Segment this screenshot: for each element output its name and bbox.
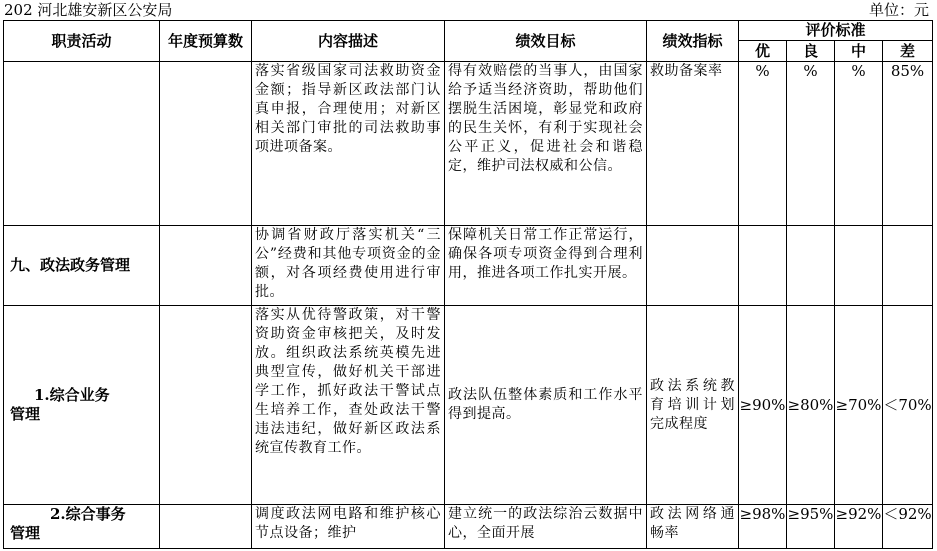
eval-poor [883, 226, 933, 306]
goal-cell: 政法队伍整体素质和工作水平得到提高。 [445, 306, 647, 505]
content-cell: 落实从优待警政策，对干警资助资金审核把关，及时发放。组织政法系统英模先进典型宣传，做好机关干部进学工作，抓好政法干警试点生培养工作，查处政法干警违法违纪，做好新区政法系统宣传教育工作。 [252, 306, 445, 505]
table-row [4, 62, 933, 226]
eval-excellent: ≥98% [739, 505, 787, 549]
eval-medium: % [835, 62, 883, 226]
content-cell: 落实省级国家司法救助资金金额；指导新区政法部门认真申报，合理使用；对新区相关部门审批的司法救助事项进项备案。 [252, 62, 445, 226]
table-row [4, 505, 933, 549]
level-poor: 差 [883, 41, 933, 62]
indicator-cell [647, 226, 739, 306]
eval-medium: ≥70% [835, 306, 883, 505]
level-medium: 中 [835, 41, 883, 62]
page-header [0, 0, 937, 20]
eval-good [787, 226, 835, 306]
col-indicator: 绩效指标 [647, 21, 739, 62]
currency-unit: 单位：元 [868, 1, 929, 19]
eval-medium: ≥92% [835, 505, 883, 549]
activity-cell [4, 306, 160, 505]
eval-excellent: ≥90% [739, 306, 787, 505]
col-content: 内容描述 [252, 21, 445, 62]
activity-line-2: 管理 [10, 524, 41, 542]
budget-cell [160, 306, 252, 505]
header-row [4, 21, 933, 41]
col-goal: 绩效目标 [445, 21, 647, 62]
activity-cell [4, 505, 160, 549]
budget-cell [160, 62, 252, 226]
eval-good: ≥95% [787, 505, 835, 549]
eval-medium [835, 226, 883, 306]
activity-line-1: 2.综合事务 [50, 505, 126, 523]
level-excellent: 优 [739, 41, 787, 62]
col-activity: 职责活动 [4, 21, 160, 62]
eval-poor: 85% [883, 62, 933, 226]
content-cell: 协调省财政厅落实机关“三公”经费和其他专项资金的金额，对各项经费使用进行审批。 [252, 226, 445, 306]
table-row [4, 226, 933, 306]
indicator-cell: 政法网络通畅率 [647, 505, 739, 549]
budget-cell [160, 226, 252, 306]
eval-poor: ＜92% [883, 505, 933, 549]
activity-line-2: 管理 [10, 405, 41, 423]
budget-cell [160, 505, 252, 549]
performance-table [3, 20, 933, 549]
agency-title: 202 河北雄安新区公安局 [4, 1, 173, 19]
activity-cell: 九、政法政务管理 [4, 226, 160, 306]
goal-cell: 建立统一的政法综治云数据中心，全面开展 [445, 505, 647, 549]
eval-excellent [739, 226, 787, 306]
col-criteria: 评价标准 [739, 21, 933, 41]
goal-cell: 保障机关日常工作正常运行，确保各项专项资金得到合理利用，推进各项工作扎实开展。 [445, 226, 647, 306]
indicator-cell: 救助备案率 [647, 62, 739, 226]
col-budget: 年度预算数 [160, 21, 252, 62]
eval-good: ≥80% [787, 306, 835, 505]
table-row [4, 306, 933, 505]
activity-line-1: 1.综合业务 [34, 386, 110, 404]
eval-excellent: % [739, 62, 787, 226]
eval-good: % [787, 62, 835, 226]
activity-cell [4, 62, 160, 226]
goal-cell: 得有效赔偿的当事人，由国家给予适当经济资助，帮助他们摆脱生活困境，彰显党和政府的民生关怀，有利于实现社会公平正义，促进社会和谐稳定，维护司法权威和公信。 [445, 62, 647, 226]
indicator-cell: 政法系统教育培训计划完成程度 [647, 306, 739, 505]
eval-poor: ＜70% [883, 306, 933, 505]
level-good: 良 [787, 41, 835, 62]
content-cell: 调度政法网电路和维护核心节点设备；维护 [252, 505, 445, 549]
